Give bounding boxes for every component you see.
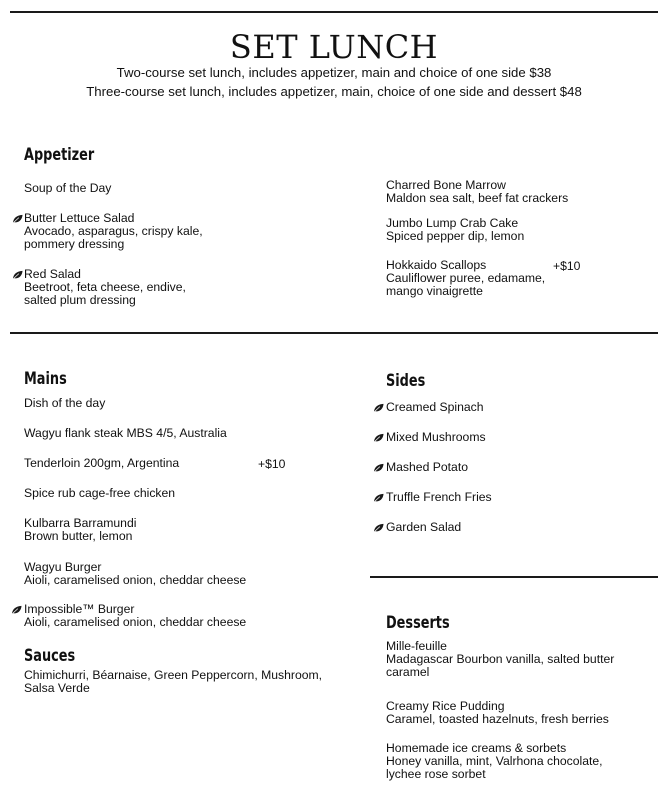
menu-item-red-salad	[24, 268, 186, 307]
menu-item-soup	[24, 182, 111, 195]
item-description: caramel	[386, 665, 430, 679]
menu-item-bone-marrow	[386, 179, 568, 205]
menu-item-barramundi	[24, 517, 136, 543]
item-name: Homemade ice creams & sorbets	[386, 741, 567, 755]
leaf-icon	[12, 270, 23, 280]
menu-item-chicken	[24, 487, 175, 500]
item-name: Jumbo Lump Crab Cake	[386, 216, 519, 230]
item-name: Wagyu flank steak MBS 4/5, Australia	[24, 426, 227, 440]
three-course-subtitle: Three-course set lunch, includes appetizer, main, choice of one side and dessert $48	[86, 84, 582, 99]
page-title: SET LUNCH	[229, 28, 439, 66]
menu-item-rice-pudding	[386, 700, 609, 726]
item-description: Cauliflower puree, edamame,	[386, 271, 546, 285]
leaf-icon	[373, 463, 384, 473]
menu-item-mille-feuille	[386, 640, 614, 679]
item-description: salted plum dressing	[24, 293, 136, 307]
item-description: Honey vanilla, mint, Valrhona chocolate,	[386, 754, 603, 768]
leaf-icon	[373, 523, 384, 533]
item-description: Aioli, caramelised onion, cheddar cheese	[24, 573, 247, 587]
item-name: Red Salad	[24, 267, 81, 281]
scallops-surcharge: +$10	[553, 259, 581, 273]
menu-item-impossible-burger	[24, 603, 246, 629]
item-description: Maldon sea salt, beef fat crackers	[386, 191, 569, 205]
menu-item-tenderloin	[24, 457, 179, 470]
item-description: Aioli, caramelised onion, cheddar cheese	[24, 615, 247, 629]
sauces-list	[24, 669, 322, 695]
menu-item-dish-of-the-day	[24, 397, 105, 410]
item-description: lychee rose sorbet	[386, 767, 486, 781]
sauces-heading: Sauces	[24, 646, 76, 665]
leaf-icon	[12, 214, 23, 224]
item-name: Hokkaido Scallops	[386, 258, 487, 272]
menu-item-butter-lettuce-salad	[24, 212, 203, 251]
top-divider	[10, 11, 658, 13]
leaf-icon	[373, 433, 384, 443]
side-item: Mixed Mushrooms	[386, 430, 486, 444]
item-description: Brown butter, lemon	[24, 529, 133, 543]
appetizer-heading: Appetizer	[24, 145, 95, 164]
item-description: Beetroot, feta cheese, endive,	[24, 280, 186, 294]
item-description: pommery dressing	[24, 237, 125, 251]
item-description: mango vinaigrette	[386, 284, 483, 298]
side-item: Truffle French Fries	[386, 490, 492, 504]
menu-item-crab-cake	[386, 217, 524, 243]
item-name: Impossible™ Burger	[24, 602, 135, 616]
item-name: Charred Bone Marrow	[386, 178, 506, 192]
item-description: Caramel, toasted hazelnuts, fresh berries	[386, 712, 609, 726]
item-name: Dish of the day	[24, 396, 106, 410]
item-name: Soup of the Day	[24, 181, 112, 195]
side-item: Garden Salad	[386, 520, 462, 534]
sauces-line: Salsa Verde	[24, 681, 90, 695]
section-divider	[10, 332, 658, 334]
sides-divider	[370, 576, 658, 578]
side-item: Mashed Potato	[386, 460, 468, 474]
leaf-icon	[373, 493, 384, 503]
item-name: Kulbarra Barramundi	[24, 516, 137, 530]
item-description: Spiced pepper dip, lemon	[386, 229, 525, 243]
item-description: Avocado, asparagus, crispy kale,	[24, 224, 203, 238]
menu-item-wagyu-burger	[24, 561, 246, 587]
leaf-icon	[11, 605, 22, 615]
menu-item-scallops	[386, 259, 545, 298]
item-name: Wagyu Burger	[24, 560, 102, 574]
desserts-heading: Desserts	[386, 613, 450, 632]
item-description: Madagascar Bourbon vanilla, salted butter	[386, 652, 615, 666]
sauces-line: Chimichurri, Béarnaise, Green Peppercorn, Mushroom,	[24, 668, 323, 682]
tenderloin-surcharge: +$10	[258, 457, 286, 471]
item-name: Butter Lettuce Salad	[24, 211, 135, 225]
menu-item-wagyu-flank-steak	[24, 427, 227, 440]
item-name: Creamy Rice Pudding	[386, 699, 505, 713]
item-name: Spice rub cage-free chicken	[24, 486, 176, 500]
menu-item-ice-creams	[386, 742, 603, 781]
two-course-subtitle: Two-course set lunch, includes appetizer, main and choice of one side $38	[116, 65, 552, 80]
mains-heading: Mains	[24, 369, 67, 388]
item-name: Mille-feuille	[386, 639, 447, 653]
sides-heading: Sides	[386, 371, 426, 390]
leaf-icon	[373, 403, 384, 413]
side-item: Creamed Spinach	[386, 400, 484, 414]
item-name: Tenderloin 200gm, Argentina	[24, 456, 180, 470]
